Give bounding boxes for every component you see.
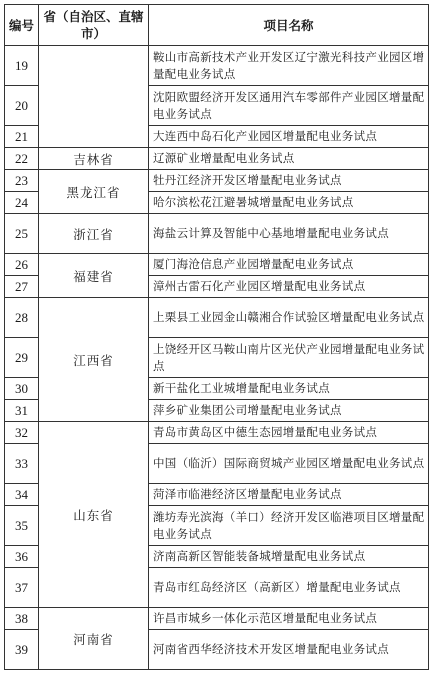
- project-name: 青岛市黄岛区中德生态园增量配电业务试点: [149, 422, 429, 444]
- project-name: 青岛市红岛经济区（高新区）增量配电业务试点: [149, 568, 429, 608]
- row-number: 21: [5, 126, 39, 148]
- project-name: 鞍山市高新技术产业开发区辽宁激光科技产业园区增量配电业务试点: [149, 46, 429, 86]
- row-number: 31: [5, 400, 39, 422]
- project-name: 漳州古雷石化产业园区增量配电业务试点: [149, 276, 429, 298]
- row-number: 22: [5, 148, 39, 170]
- row-number: 28: [5, 298, 39, 338]
- project-name: 许昌市城乡一体化示范区增量配电业务试点: [149, 608, 429, 630]
- province-cell: 山东省: [39, 422, 149, 608]
- project-name: 牡丹江经济开发区增量配电业务试点: [149, 170, 429, 192]
- table-row: [5, 298, 429, 338]
- header-project: 项目名称: [149, 5, 429, 46]
- row-number: 29: [5, 338, 39, 378]
- row-number: 30: [5, 378, 39, 400]
- row-number: 23: [5, 170, 39, 192]
- row-number: 33: [5, 444, 39, 484]
- table-row: [5, 46, 429, 86]
- row-number: 32: [5, 422, 39, 444]
- document-page: [4, 4, 428, 670]
- province-cell: 吉林省: [39, 148, 149, 170]
- header-number: 编号: [5, 5, 39, 46]
- province-cell: 河南省: [39, 608, 149, 670]
- project-name: 大连西中岛石化产业园区增量配电业务试点: [149, 126, 429, 148]
- table-row: [5, 422, 429, 444]
- project-name: 上栗县工业园金山赣湘合作试验区增量配电业务试点: [149, 298, 429, 338]
- project-name: 中国（临沂）国际商贸城产业园区增量配电业务试点: [149, 444, 429, 484]
- project-name: 济南高新区智能装备城增量配电业务试点: [149, 546, 429, 568]
- row-number: 27: [5, 276, 39, 298]
- row-number: 24: [5, 192, 39, 214]
- table-header-row: [5, 5, 429, 46]
- row-number: 25: [5, 214, 39, 254]
- project-name: 潍坊寿光滨海（羊口）经济开发区临港项目区增量配电业务试点: [149, 506, 429, 546]
- project-name: 上饶经开区马鞍山南片区光伏产业园增量配电业务试点: [149, 338, 429, 378]
- table-row: [5, 254, 429, 276]
- project-name: 辽源矿业增量配电业务试点: [149, 148, 429, 170]
- project-name: 菏泽市临港经济区增量配电业务试点: [149, 484, 429, 506]
- row-number: 39: [5, 630, 39, 670]
- row-number: 26: [5, 254, 39, 276]
- project-name: 沈阳欧盟经济开发区通用汽车零部件产业园区增量配电业务试点: [149, 86, 429, 126]
- row-number: 35: [5, 506, 39, 546]
- row-number: 19: [5, 46, 39, 86]
- province-cell: 浙江省: [39, 214, 149, 254]
- row-number: 20: [5, 86, 39, 126]
- province-cell: 江西省: [39, 298, 149, 422]
- province-cell: 福建省: [39, 254, 149, 298]
- project-name: 海盐云计算及智能中心基地增量配电业务试点: [149, 214, 429, 254]
- table-row: [5, 214, 429, 254]
- province-cell: 黑龙江省: [39, 170, 149, 214]
- pilot-projects-table: [4, 4, 429, 670]
- table-row: [5, 170, 429, 192]
- project-name: 新干盐化工业城增量配电业务试点: [149, 378, 429, 400]
- project-name: 哈尔滨松花江避暑城增量配电业务试点: [149, 192, 429, 214]
- table-row: [5, 608, 429, 630]
- header-province: 省（自治区、直辖市）: [39, 5, 149, 46]
- province-cell-liaoning: [39, 46, 149, 148]
- row-number: 36: [5, 546, 39, 568]
- row-number: 37: [5, 568, 39, 608]
- table-row: [5, 148, 429, 170]
- project-name: 厦门海沧信息产业园增量配电业务试点: [149, 254, 429, 276]
- row-number: 34: [5, 484, 39, 506]
- project-name: 萍乡矿业集团公司增量配电业务试点: [149, 400, 429, 422]
- project-name: 河南省西华经济技术开发区增量配电业务试点: [149, 630, 429, 670]
- row-number: 38: [5, 608, 39, 630]
